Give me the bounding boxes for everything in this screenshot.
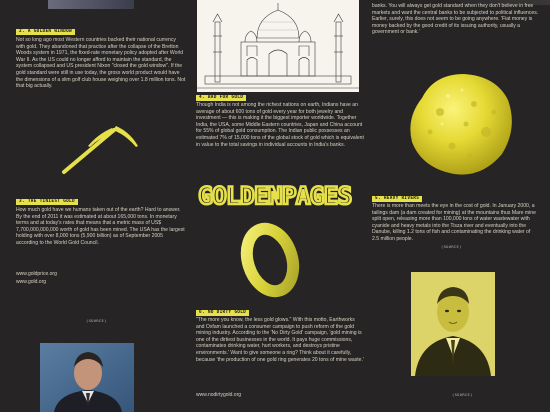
gold-ring-illustration — [238, 222, 302, 300]
pickaxe-icon — [56, 118, 140, 178]
link-nodirtygold[interactable]: www.nodirtygold.org — [196, 392, 242, 398]
taj-mahal-illustration — [197, 0, 359, 92]
golden-window-title: 2. A GOLDEN WINDOW — [16, 29, 75, 35]
link-goldprice[interactable]: www.goldprice.org — [16, 271, 57, 277]
credit-label-2: (SOURCE) — [441, 244, 462, 249]
bad-for-gold-text: Though India is not among the richest nations on earth, Indians have an average of about 600 tons of gold every year for both jewelry and investment — this is making it the biggest importer worldwide. Together India, the USA, some Middle Eastern countries, Japan and China account for 55% of global gold consumption. The Indian public possesses an estimated 7% of 15,000 tons of the global stock of gold which is equivalent in value to the total savings in individual accounts in India's banks. — [196, 102, 364, 148]
nixon-photo — [40, 343, 134, 412]
bad-for-gold-title: 4. BAD FOR GOLD — [196, 95, 246, 101]
man-portrait-photo — [411, 272, 495, 376]
top-left-photo — [48, 0, 134, 9]
link-gold-org[interactable]: www.gold.org — [16, 279, 47, 285]
tiniest-gold-text: How much gold have we humans taken out of the earth? Hard to answer. By the end of 2011 it was estimated at about 165,000 tons. In monetary terms and at today's rates that means that a metric mass of US$ 7,700,000,000,000 worth of gold has been mined. The USA has the largest holding with over 8,000 tons (5,900 billion) as of September 2005 according to the World Gold Council. — [16, 207, 185, 247]
heavy-rivers-text: There is more than meets the eye in the cost of gold. In January 2000, a tailings dam (a dam created for mining) at the mountains thus Mare mine split open, releasing more than 100,000 tons of water wastewater with cyanide and heavy metals into the Tisza river and eventually into the Danube, killing 1.2 tons of fish and contaminating the drinking water of 2.5 million people. — [372, 203, 536, 243]
tiniest-gold-title: 3. THE TINIEST GOLD — [16, 199, 78, 205]
goldenpages-masthead — [190, 177, 360, 211]
gold-nugget-photo — [404, 68, 518, 180]
credit-label-1: (SOURCE) — [86, 318, 107, 323]
svg-text:GOLDENPAGES: GOLDENPAGES — [198, 182, 352, 210]
no-dirty-gold-title: 6. NO DIRTY GOLD — [196, 310, 249, 316]
no-dirty-gold-text: "The more you know, the less gold glows." With this motto, Earthworks and Oxfam launched a consumer campaign to push reform of the gold mining industry. According to the 'No Dirty Gold' campaign, 'gold mining is one of the dirtiest businesses in the world. It pays huge commissions, contaminates drinking water, hurt workers, and destroys pristine environments.' Want to give someone a ring? Think about it carefully, because 'the production of one gold ring generates 20 tons of mine waste.' — [196, 317, 364, 363]
credit-label-3: (SOURCE) — [452, 392, 473, 397]
monetary-trust-text: banks. You will always get gold standard when they don't believe in free markets and want the central banks to be subjected to political influences. Earlier, surely, this does not seem to be going anywhere. 'Fiat money is money backed by the good credit of its issuing authority, usually a government or bank.' — [372, 3, 539, 36]
heavy-rivers-title: 5. HEAVY RIVERS — [372, 196, 422, 202]
golden-window-text: Not so long ago most Western countries backed their national currency with gold. They abandoned that practice after the collapse of the Bretton Woods system in 1971, the fixed-rate monetary policy adopted after World War II. As the US could no longer afford to maintain the standard, the system collapsed and US president Nixon "closed the gold window". If the gold standard were still in use today, the gross world product would have the dimensions of a slim golf club house weighing over 1.8 million tons. Not that big actually. — [16, 37, 186, 90]
